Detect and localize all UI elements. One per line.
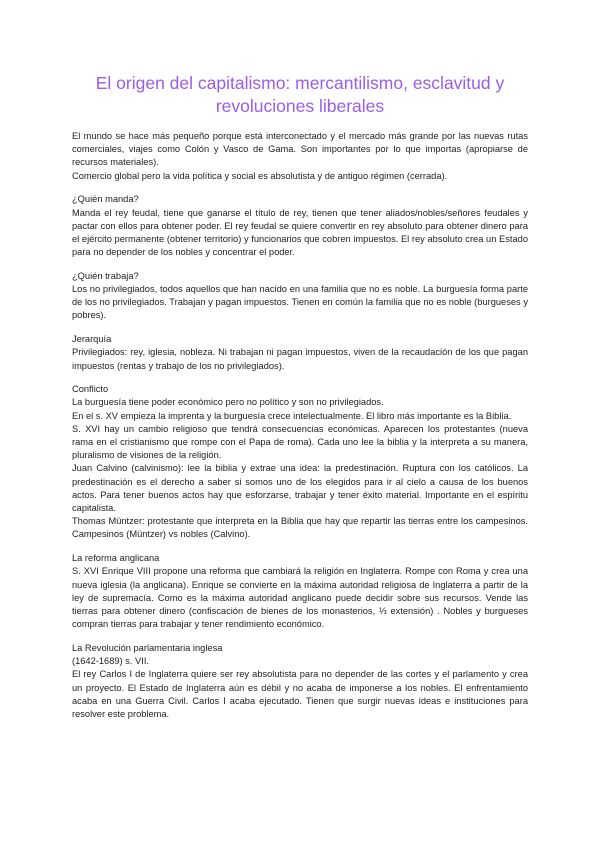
section-paragraph: S. XVI hay un cambio religioso que tendrá consecuencias económicas. Aparecen los protestantes (nueva rama en el cristianismo que rompe con el Papa de roma). Cada uno lee la biblia y la interpreta a su manera, pluralismo de visiones de la religión. bbox=[72, 423, 528, 461]
section-jerarquia bbox=[72, 333, 528, 373]
section-paragraph: (1642-1689) s. VII. bbox=[72, 656, 149, 667]
intro-section bbox=[72, 130, 528, 183]
section-heading: La Revolución parlamentaria inglesa bbox=[72, 642, 223, 653]
section-paragraph: Manda el rey feudal, tiene que ganarse el título de rey, tienen que tener aliados/nobles/señores feudales y pactar con ellos para obtener poder. El rey feudal se quiere convertir en rey absoluto para obtener dinero para el ejército permanente (obtener territorio) y funcionarios que cobren impuestos. El rey absoluto crea un Estado para no depender de los nobles y concentrar el poder. bbox=[72, 207, 528, 258]
section-conflicto bbox=[72, 383, 528, 541]
section-reforma-anglicana bbox=[72, 552, 528, 631]
section-paragraph: Thomas Müntzer: protestante que interpreta en la Biblia que hay que repartir las tierras entre los campesinos. Campesinos (Müntzer) vs nobles (Calvino). bbox=[72, 516, 528, 540]
section-paragraph: En el s. XV empieza la imprenta y la burguesía crece intelectualmente. El libro más importante es la Biblia. bbox=[72, 410, 512, 421]
intro-paragraph: El mundo se hace más pequeño porque está interconectado y el mercado más grande por las nuevas rutas comerciales, viajes como Colón y Vasco de Gama. Son importantes por lo que importas (apropiarse de recursos materiales). bbox=[72, 131, 528, 168]
section-quien-trabaja bbox=[72, 270, 528, 323]
document-body bbox=[72, 130, 528, 721]
section-quien-manda bbox=[72, 193, 528, 259]
section-paragraph: Los no privilegiados, todos aquellos que han nacido en una familia que no es noble. La burguesía forma parte de los no privilegiados. Trabajan y pagan impuestos. Tienen en común la familia que no es noble (burgueses y pobres). bbox=[72, 284, 528, 321]
section-paragraph: La burguesía tiene poder económico pero no político y son no privilegiados. bbox=[72, 397, 384, 408]
section-revolucion-inglesa bbox=[72, 642, 528, 721]
section-paragraph: Juan Calvino (calvinismo): lee la biblia y extrae una idea: la predestinación. Ruptura con los católicos. La predestinación es el derecho a saber si somos uno de los elegidos para ir al cielo a causa de los buenos actos. Para tener buenos actos hay que esforzarse, trabajar y tener éxito material. Importante en el espíritu capitalista. bbox=[72, 463, 528, 514]
section-heading: Jerarquía bbox=[72, 334, 112, 345]
section-heading: La reforma anglicana bbox=[72, 553, 160, 564]
intro-paragraph: Comercio global pero la vida política y social es absolutista y de antiguo régimen (cerrada). bbox=[72, 170, 448, 181]
section-paragraph: El rey Carlos I de Inglaterra quiere ser rey absolutista para no depender de las cortes y el parlamento y crea un proyecto. El Estado de Inglaterra aún es débil y no acaba de imponerse a los nobles. El enfrentamiento acaba en una Guerra Civil. Carlos I acaba ejecutado. Tienen que surgir nuevas ideas e instituciones para resolver este problema. bbox=[72, 669, 528, 719]
section-heading: Conflicto bbox=[72, 384, 109, 395]
page-title: El origen del capitalismo: mercantilismo, esclavitud y revoluciones liberales bbox=[95, 73, 505, 116]
section-paragraph: S. XVI Enrique VIII propone una reforma que cambiará la religión en Inglaterra. Rompe con Roma y crea una nueva iglesia (la anglicana). Enrique se convierte en la máxima autoridad religiosa de Inglaterra a partir de la ley de supremacía. Como es la máxima autoridad anglicano puede decidir sobre sus recursos. Vende las tierras para obtener dinero (confiscación de bienes de los monasterios, ⅓ extensión) . Nobles y burgueses compran tierras para trabajar y tener rendimiento económico. bbox=[72, 566, 528, 630]
section-heading: ¿Quién trabaja? bbox=[72, 270, 139, 281]
section-paragraph: Privilegiados: rey, iglesia, nobleza. Ni trabajan ni pagan impuestos, viven de la recaudación de los que pagan impuestos (rentas y trabajo de los no privilegiados). bbox=[72, 347, 528, 371]
section-heading: ¿Quién manda? bbox=[72, 194, 139, 205]
